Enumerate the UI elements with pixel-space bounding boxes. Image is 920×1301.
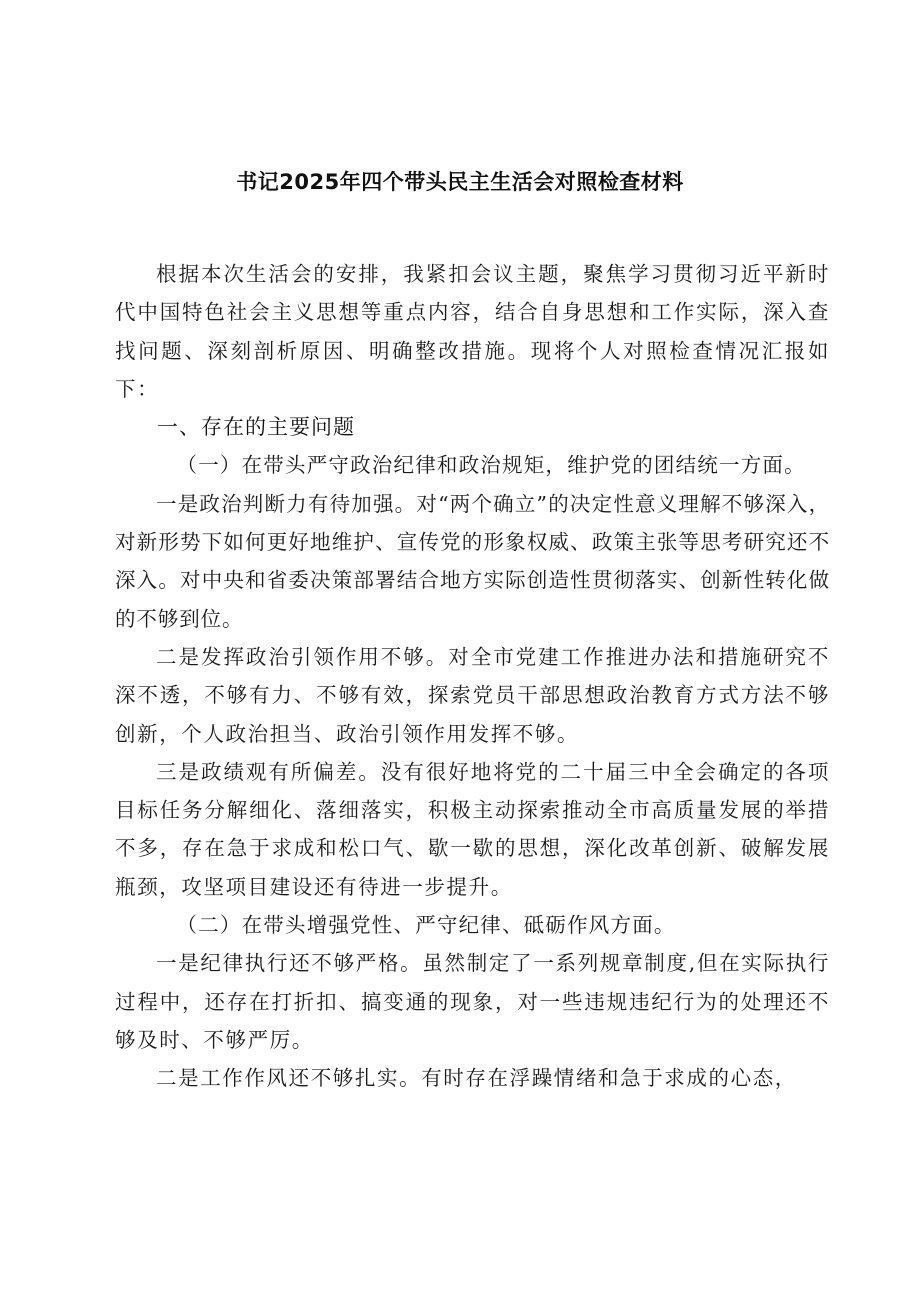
problem-item-political-judgment: 一是政治判断力有待加强。对“两个确立”的决定性意义理解不够深入，对新形势下如何更好地维护、宣传党的形象权威、政策主张等思考研究还不深入。对中央和省委决策部署结合地方实际创造性贯彻落实、创新性转化做的不够到位。 bbox=[115, 491, 830, 631]
intro-paragraph: 根据本次生活会的安排，我紧扣会议主题，聚焦学习贯彻习近平新时代中国特色社会主义思想等重点内容，结合自身思想和工作实际，深入查找问题、深刻剖析原因、明确整改措施。现将个人对照检查情况汇报如下： bbox=[115, 262, 830, 401]
problem-item-performance-view: 三是政绩观有所偏差。没有很好地将党的二十届三中全会确定的各项目标任务分解细化、落细落实，积极主动探索推动全市高质量发展的举措不多，存在急于求成和松口气、歇一歇的思想，深化改革创新、破解发展瓶颈，攻坚项目建设还有待进一步提升。 bbox=[115, 759, 830, 899]
problem-item-work-style: 二是工作作风还不够扎实。有时存在浮躁情绪和急于求成的心态， bbox=[156, 1066, 797, 1091]
problem-item-political-leadership: 二是发挥政治引领作用不够。对全市党建工作推进办法和措施研究不深不透，不够有力、不够有效，探索党员干部思想政治教育方式方法不够创新，个人政治担当、政治引领作用发挥不够。 bbox=[115, 644, 830, 746]
subsection-heading-political-discipline: （一）在带头严守政治纪律和政治规矩，维护党的团结统一方面。 bbox=[176, 453, 806, 478]
document-body bbox=[115, 255, 830, 1098]
problem-item-discipline-enforcement: 一是纪律执行还不够严格。虽然制定了一系列规章制度,但在实际执行过程中，还存在打折扣、搞变通的现象，对一些违规违纪行为的处理还不够及时、不够严厉。 bbox=[115, 951, 830, 1052]
subsection-heading-party-spirit: （二）在带头增强党性、严守纪律、砥砺作风方面。 bbox=[176, 913, 676, 938]
section-heading-problems: 一、存在的主要问题 bbox=[157, 415, 355, 440]
document-title: 书记2025年四个带头民主生活会对照检查材料 bbox=[236, 170, 684, 194]
